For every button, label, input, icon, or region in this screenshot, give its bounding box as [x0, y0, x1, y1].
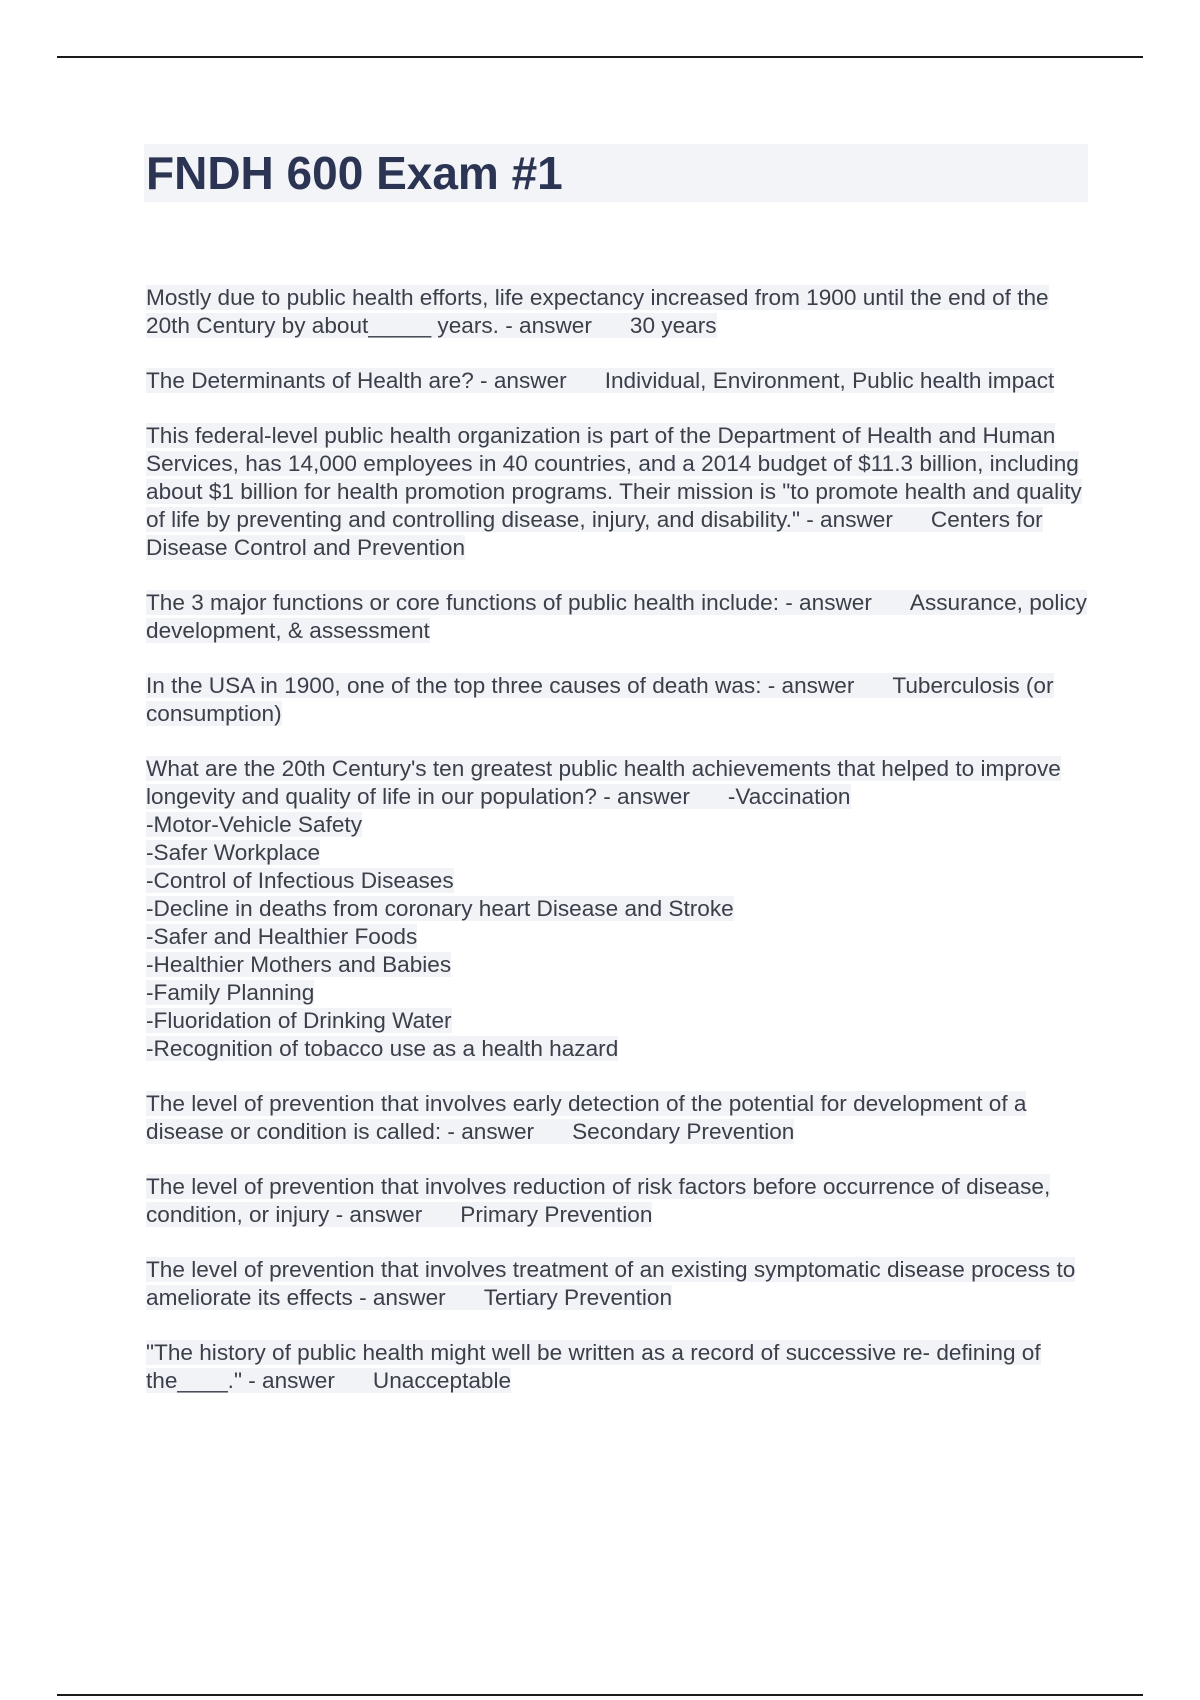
answer-text: Tertiary Prevention: [483, 1285, 673, 1310]
page-title: FNDH 600 Exam #1: [146, 147, 563, 199]
answer-text: -Vaccination: [727, 784, 851, 809]
question-text: In the USA in 1900, one of the top three causes of death was: - answer: [146, 673, 855, 698]
question-text: The level of prevention that involves reduction of risk factors before occurrence of disease, condition, or injury - answer: [146, 1174, 1051, 1227]
answer-text: Unacceptable: [372, 1368, 512, 1393]
qa-item: [146, 422, 1096, 562]
qa-item: [146, 1173, 1096, 1229]
list-item: -Safer Workplace: [146, 840, 321, 865]
qa-list: [146, 284, 1096, 1422]
qa-item: [146, 589, 1096, 645]
question-text: The Determinants of Health are? - answer: [146, 368, 567, 393]
answer-text: Assurance, policy development, & assessment: [146, 590, 1087, 643]
top-rule: [57, 56, 1143, 58]
qa-item: [146, 672, 1096, 728]
list-item: -Fluoridation of Drinking Water: [146, 1008, 452, 1033]
question-text: Mostly due to public health efforts, life expectancy increased from 1900 until the end of the 20th Century by about_____ years. - answer: [146, 285, 1049, 338]
question-text: The level of prevention that involves early detection of the potential for development of a disease or condition is called: - answer: [146, 1091, 1027, 1144]
answer-text: Primary Prevention: [460, 1202, 653, 1227]
list-item: -Recognition of tobacco use as a health hazard: [146, 1036, 619, 1061]
qa-item: [146, 1090, 1096, 1146]
question-text: What are the 20th Century's ten greatest public health achievements that helped to improve longevity and quality of life in our population? - answer: [146, 756, 1061, 809]
qa-item: [146, 755, 1096, 1063]
list-item: -Safer and Healthier Foods: [146, 924, 418, 949]
qa-item: [146, 1339, 1096, 1395]
list-item: -Motor-Vehicle Safety: [146, 812, 362, 837]
list-item: -Healthier Mothers and Babies: [146, 952, 452, 977]
question-text: "The history of public health might well be written as a record of successive re- defining of the____." - answer: [146, 1340, 1041, 1393]
answer-text: Centers for Disease Control and Prevention: [146, 507, 1043, 560]
question-text: This federal-level public health organization is part of the Department of Health and Human Services, has 14,000 employees in 40 countries, and a 2014 budget of $11.3 billion, including about $1 billion for health promotion programs. Their mission is "to promote health and quality of life by preventing and controlling disease, injury, and disability." - answer: [146, 423, 1082, 532]
question-text: The level of prevention that involves treatment of an existing symptomatic disease process to ameliorate its effects - answer: [146, 1257, 1076, 1310]
list-item: -Family Planning: [146, 980, 315, 1005]
qa-item: [146, 367, 1096, 395]
bottom-rule: [57, 1694, 1143, 1696]
list-item: -Control of Infectious Diseases: [146, 868, 454, 893]
answer-text: Secondary Prevention: [572, 1119, 795, 1144]
question-text: The 3 major functions or core functions of public health include: - answer: [146, 590, 872, 615]
answer-text: Tuberculosis (or consumption): [146, 673, 1054, 726]
answer-text: 30 years: [629, 313, 717, 338]
answer-text: Individual, Environment, Public health impact: [604, 368, 1055, 393]
qa-item: [146, 284, 1096, 340]
qa-item: [146, 1256, 1096, 1312]
list-item: -Decline in deaths from coronary heart Disease and Stroke: [146, 896, 734, 921]
